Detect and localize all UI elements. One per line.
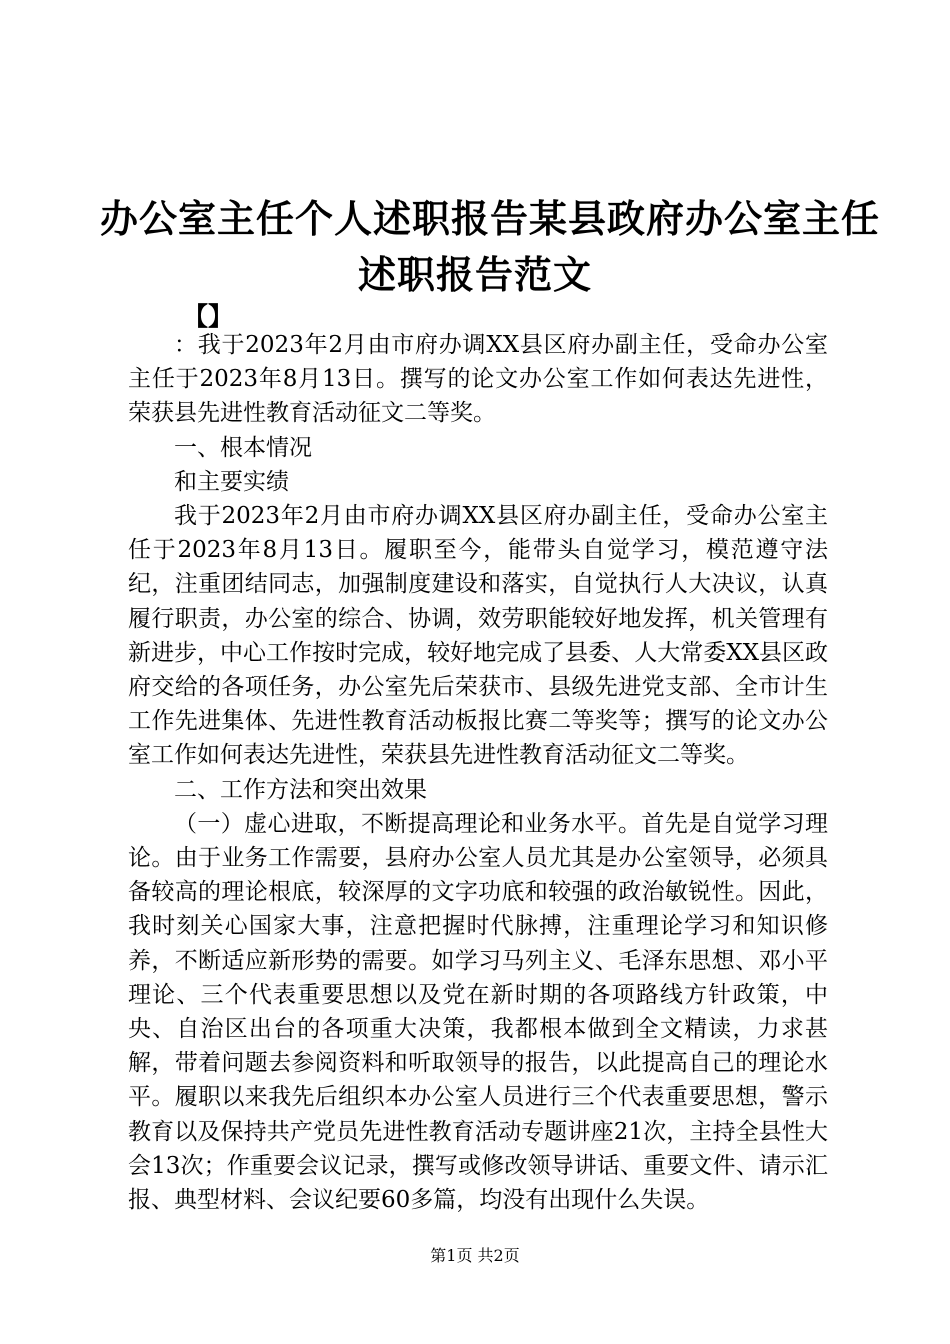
- section-heading-achievements: 和主要实绩: [174, 468, 289, 495]
- bracket-marker: 【】: [183, 302, 234, 331]
- section-heading-methods: 二、工作方法和突出效果: [174, 776, 427, 803]
- paragraph-intro: ：我于2023年2月由市府办调XX县区府办副主任，受命办公室主任于2023年8月13日。撰写的论文办公室工作如何表达先进性，荣获县先进性教育活动征文二等奖。: [128, 332, 828, 427]
- section-heading-basic: 一、根本情况: [174, 434, 312, 461]
- document-title-line-1: 办公室主任个人述职报告某县政府办公室主任: [100, 196, 881, 241]
- document-title-line-2: 述职报告范文: [357, 252, 592, 297]
- paragraph-methods: （一）虚心进取，不断提高理论和业务水平。首先是自觉学习理论。由于业务工作需要，县府办公室人员尤其是办公室领导，必须具备较高的理论根底，较深厚的文字功底和较强的政治敏锐性。因此，我时刻关心国家大事，注意把握时代脉搏，注重理论学习和知识修养，不断适应新形势的需要。如学习马列主义、毛泽东思想、邓小平理论、三个代表重要思想以及党在新时期的各项路线方针政策，中央、自治区出台的各项重大决策，我都根本做到全文精读，力求甚解，带着问题去参阅资料和听取领导的报告，以此提高自己的理论水平。履职以来我先后组织本办公室人员进行三个代表重要思想，警示教育以及保持共产党员先进性教育活动专题讲座21次，主持全县性大会13次；作重要会议记录，撰写或修改领导讲话、重要文件、请示汇报、典型材料、会议纪要60多篇，均没有出现什么失误。: [128, 810, 828, 1214]
- page-footer: 第1页 共2页: [430, 1246, 520, 1265]
- paragraph-achievements: 我于2023年2月由市府办调XX县区府办副主任，受命办公室主任于2023年8月13日。履职至今，能带头自觉学习，模范遵守法纪，注重团结同志，加强制度建设和落实，自觉执行人大决议，认真履行职责，办公室的综合、协调，效劳职能较好地发挥，机关管理有新进步，中心工作按时完成，较好地完成了县委、人大常委XX县区政府交给的各项任务，办公室先后荣获市、县级先进党支部、全市计生工作先进集体、先进性教育活动板报比赛二等奖等；撰写的论文办公室工作如何表达先进性，荣获县先进性教育活动征文二等奖。: [128, 503, 828, 769]
- document-body: [128, 328, 828, 1217]
